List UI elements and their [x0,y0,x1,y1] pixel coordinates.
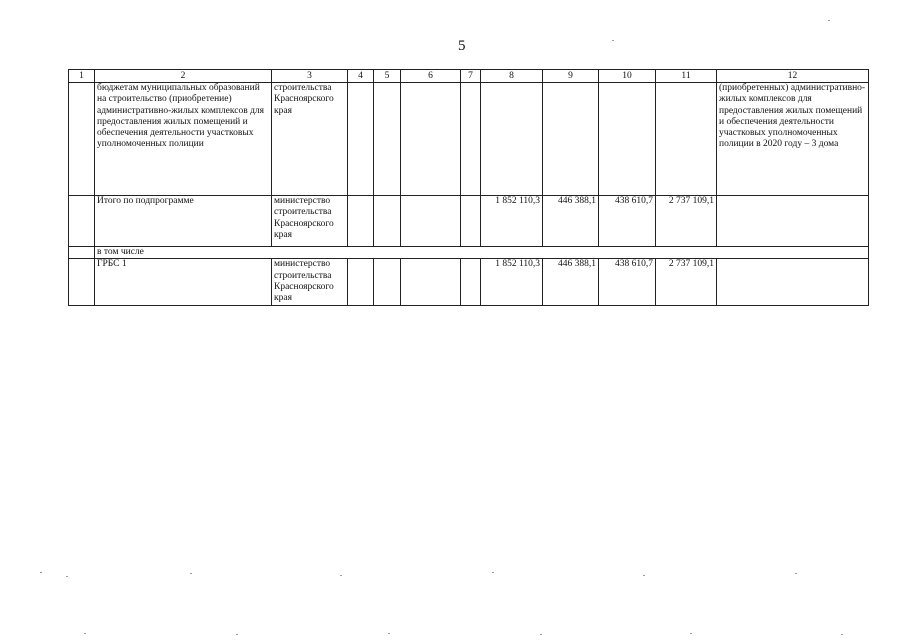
column-header: 6 [401,70,461,83]
table-cell [717,196,869,247]
table-cell [69,247,95,259]
table-cell [401,259,461,306]
table-cell: 446 388,1 [543,259,599,306]
table-cell: 2 737 109,1 [656,196,717,247]
column-header: 4 [348,70,374,83]
table-cell [374,196,401,247]
column-header: 7 [461,70,481,83]
table-row [69,247,869,259]
table-cell [69,196,95,247]
table-cell: (приобретенных) административно-жилых комплексов для предоставления жилых помещений и обеспечения деятельности участковых уполномоченных полиции в 2020 году – 3 дома [717,83,869,196]
table-cell: Итого по подпрограмме [95,196,272,247]
table-row [69,259,869,306]
column-header: 3 [272,70,348,83]
table-cell [717,259,869,306]
page-number: 5 [458,38,466,54]
table-row [69,196,869,247]
column-header: 1 [69,70,95,83]
table-cell: 2 737 109,1 [656,259,717,306]
table-cell: 1 852 110,3 [481,259,543,306]
table-cell: 1 852 110,3 [481,196,543,247]
table-cell: 438 610,7 [599,196,656,247]
table-cell [374,259,401,306]
column-header: 5 [374,70,401,83]
table-cell [69,259,95,306]
table-cell [401,83,461,196]
table-cell [69,83,95,196]
table-cell [599,83,656,196]
table-cell [401,196,461,247]
table-cell: в том числе [95,247,869,259]
table-row [69,83,869,196]
table-cell [461,196,481,247]
table-cell [656,83,717,196]
table-cell: ГРБС 1 [95,259,272,306]
table-cell [374,83,401,196]
table-cell [543,83,599,196]
table-cell [348,196,374,247]
table-header-row [69,70,869,83]
budget-table [68,69,869,306]
table-cell: министерство строительства Красноярского края [272,196,348,247]
table-cell: министерство строительства Красноярского края [272,259,348,306]
table-cell: 438 610,7 [599,259,656,306]
column-header: 10 [599,70,656,83]
column-header: 12 [717,70,869,83]
table-cell [348,259,374,306]
table-cell: бюджетам муниципальных образований на строительство (приобретение) административно-жилых комплексов для предоставления жилых помещений и обеспечения деятельности участковых уполномоченных полиции [95,83,272,196]
column-header: 11 [656,70,717,83]
table-cell [348,83,374,196]
table-cell: строительства Красноярского края [272,83,348,196]
column-header: 8 [481,70,543,83]
table-cell [461,83,481,196]
table-cell: 446 388,1 [543,196,599,247]
column-header: 9 [543,70,599,83]
table-cell [481,83,543,196]
column-header: 2 [95,70,272,83]
table-cell [461,259,481,306]
